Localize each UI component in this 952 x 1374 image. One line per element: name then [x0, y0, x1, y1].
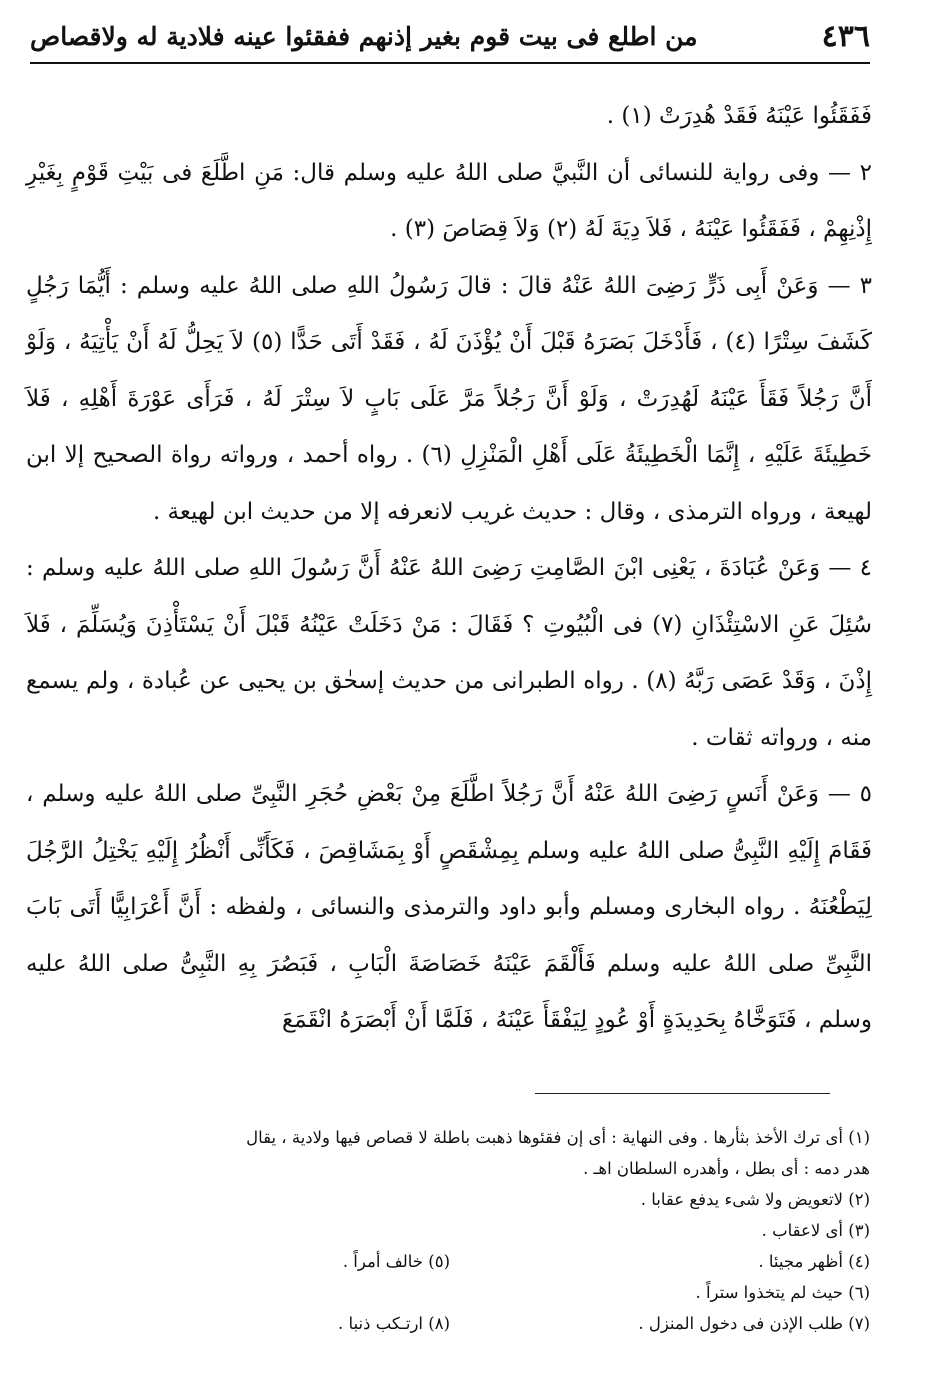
hadith-4: ٤ — وَعَنْ عُبَادَةَ ، يَعْنِى ابْنَ الصَّامِتِ رَضِىَ اللهُ عَنْهُ أَنَّ رَسُولَ اللهِ صلى اللهُ عليه وسلم : سُئِلَ عَنِ الاسْتِئْذَانِ (٧) فى الْبُيُوتِ ؟ فَقَالَ : مَنْ دَخَلَتْ عَيْنُهُ قَبْلَ أَنْ يَسْتَأْذِنَ وَيُسَلِّمَ ، فَلاَ إِذْنَ ، وَقَدْ عَصَى رَبَّهُ (٨) . رواه الطبرانى من حديث إسحٰق بن يحيى عن عُبادة ، ولم يسمع منه ، ورواته ثقات . [26, 555, 873, 751]
footnote-row [30, 1277, 870, 1308]
hadith-3: ٣ — وَعَنْ أَبِى ذَرٍّ رَضِىَ اللهُ عَنْهُ قالَ : قالَ رَسُولُ اللهِ صلى اللهُ عليه وسلم : أَيُّمَا رَجُلٍ كَشَفَ سِتْرًا (٤) ، فَأَدْخَلَ بَصَرَهُ قَبْلَ أَنْ يُؤْذَنَ لَهُ ، فَقَدْ أَتَى حَدًّا (٥) لاَ يَحِلُّ لَهُ أَنْ يَأْتِيَهُ ، وَلَوْ أَنَّ رَجُلاً فَقَأَ عَيْنَهُ لَهُدِرَتْ ، وَلَوْ أَنَّ رَجُلاً مَرَّ عَلَى بَابٍ لاَ سِتْرَ لَهُ ، فَرَأَى عَوْرَةَ أَهْلِهِ ، فَلاَ خَطِيئَةَ عَلَيْهِ ، إِنَّمَا الْخَطِيئَةُ عَلَى أَهْلِ الْمَنْزِلِ (٦) . رواه أحمد ، ورواته رواة الصحيح إلا ابن لهيعة ، ورواه الترمذى ، وقال : حديث غريب لانعرفه إلا من حديث ابن لهيعة . [26, 272, 872, 525]
footnote-row [30, 1246, 870, 1277]
footnote-1-continued: هدر دمه : أى بطل ، وأهدره السلطان اهـ . [583, 1159, 870, 1178]
page-header [30, 14, 870, 58]
footnote-7: (٧) طلب الإذن فى دخول المنزل . [638, 1314, 870, 1333]
hadith-5: ٥ — وَعَنْ أَنَسٍ رَضِىَ اللهُ عَنْهُ أَنَّ رَجُلاً اطَّلَعَ مِنْ بَعْضِ حُجَرِ النَّبِىِّ صلى اللهُ عليه وسلم ، فَقَامَ إِلَيْهِ النَّبِىُّ صلى اللهُ عليه وسلم بِمِشْقَصٍ أَوْ بِمَشَاقِصَ ، فَكَأَنِّى أَنْظُرُ إِلَيْهِ يَخْتِلُ الرَّجُلَ لِيَطْعُنَهُ . رواه البخارى ومسلم وأبو داود والترمذى والنسائى ، ولفظه : أَنَّ أَعْرَابِيًّا أَتَى بَابَ النَّبِىِّ صلى اللهُ عليه وسلم فَأَلْقَمَ عَيْنَهُ خَصَاصَةَ الْبَابِ ، فَبَصُرَ بِهِ النَّبِىُّ صلى اللهُ عليه وسلم ، فَتَوَخَّاهُ بِحَدِيدَةٍ أَوْ عُودٍ لِيَفْقَأَ عَيْنَهُ ، فَلَمَّا أَنْ أَبْصَرَهُ انْقَمَعَ [26, 781, 872, 1033]
footnote-5: (٥) خالف أمراً . [342, 1252, 450, 1271]
footnote-row [30, 1184, 870, 1215]
footnote-3: (٣) أى لاعقاب . [761, 1221, 870, 1240]
footnote-row [30, 1215, 870, 1246]
running-title: من اطلع فى بيت قوم بغير إذنهم ففقئوا عينه فلادية له ولاقصاص [30, 21, 698, 51]
page-number: ٤٣٦ [821, 18, 870, 54]
main-text [26, 88, 872, 1049]
paragraph-continuation: فَفَقَئُوا عَيْنَهُ فَقَدْ هُدِرَتْ (١) . [606, 103, 872, 129]
footnote-6: (٦) حيث لم يتخذوا ستراً . [695, 1283, 870, 1302]
hadith-2: ٢ — وفى رواية للنسائى أن النَّبيَّ صلى اللهُ عليه وسلم قال: مَنِ اطَّلَعَ فى بَيْتِ قَوْمٍ بِغَيْرِ إِذْنِهِمْ ، فَفَقَئُوا عَيْنَهُ ، فَلاَ دِيَةَ لَهُ (٢) وَلاَ قِصَاصَ (٣) . [26, 159, 872, 242]
footnote-8: (٨) ارتـكب ذنبا . [338, 1314, 450, 1333]
footnote-2: (٢) لاتعويض ولا شىء يدفع عقابا . [640, 1190, 870, 1209]
footnotes [30, 1122, 870, 1339]
footnote-1: (١) أى ترك الأخذ بثأرها . وفى النهاية : أى إن فقئوها ذهبت باطلة لا قصاص فيها ولادية ، يقال [246, 1128, 870, 1147]
footnote-separator [535, 1093, 830, 1094]
footnote-row [30, 1308, 870, 1339]
footnote-4: (٤) أظهر مجيئا . [758, 1252, 870, 1271]
header-rule [30, 62, 870, 64]
